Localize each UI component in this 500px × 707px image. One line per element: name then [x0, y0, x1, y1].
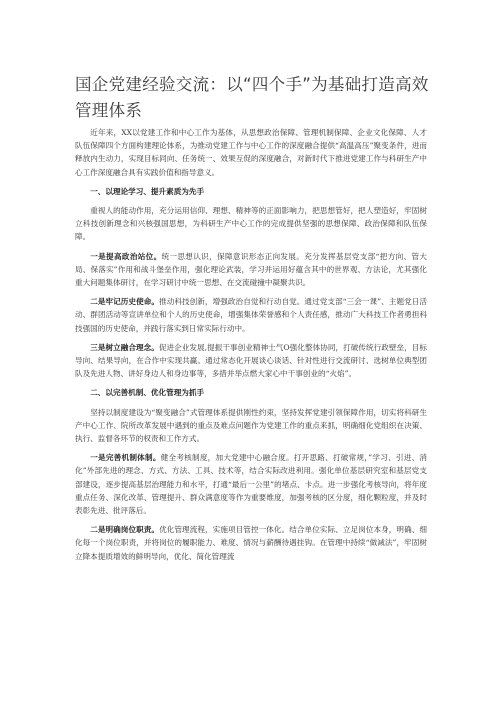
paragraph-lead: 一是完善机制体制。	[90, 453, 161, 463]
section-heading-2: 二、以完善机制、优化管理为抓手	[90, 388, 205, 398]
paragraph-text: 统一思想认识，保障意识形态正向发展。充分发挥基层党支部“把方向、管大局、保落实”作用和战斗堡垒作用，强化理论武装，学习并运用好蕴含其中的世界观、方法论，尤其强化重大问题集体研讨，在学习研讨中统一思想、在交流碰撞中凝聚共识。	[75, 251, 427, 288]
paragraph-text: 健全考核制度，加大党建中心融合度。打开思路、打破常规，”学习、引进、消化”外部先进的理念、方式、方法、工具、技术等，结合实际改进利用。强化单位基层研究室和基层党支部建设，逐步提高基层治理能力和水平，打通“最后一公里”的堵点、卡点。进一步强化考核导向，将年度重点任务、深化改革、管理提升、群众满意度等作为重要维度，加强考核的区分度，细化颗粒度，并及时表彰先进、批评落后。	[75, 453, 428, 516]
paragraph-historical-mission	[75, 295, 427, 335]
section2-intro-paragraph: 坚持以制度建设为“聚变融合”式管理体系提供刚性约束，坚持发挥党建引领保障作用，切实将科研生产中心工作、院所改革发展中遇到的重点及难点问题作为党建工作的重点来抓，明确细化党组织在决策、执行、监督各环节的权责和工作方式。	[75, 407, 427, 444]
paragraph-lead: 三是树立融合理念。	[90, 342, 159, 352]
paragraph-lead: 一是提高政治站位。	[90, 251, 162, 261]
paragraph-text: 优化管理流程，实施项目管控一体化。结合单位实际、立足岗位本身，明确、细化每一个岗位职责，并将岗位的履职能力、难度、情况与薪酬待遇挂钩。在管理中持续“做减法”，牢固树立降本提质增效的鲜明导向，优化、简化管理流	[75, 525, 427, 561]
paragraph-lead: 二是明确岗位职责。	[90, 525, 160, 535]
section-heading-1: 一、以理论学习、提升素质为先手	[90, 186, 205, 196]
section1-intro-paragraph: 重视人的能动作用，充分运用信仰、理想、精神等的正面影响力，把思想管好，把人塑造好，牢固树立科技创新理念和兴核强国思想，为科研生产中心工作的完成提供坚强的思想保障、政治保障和队伍保障。	[75, 206, 427, 242]
paragraph-mechanism	[75, 451, 427, 517]
document-title: 国企党建经验交流：以“四个手”为基础打造高效管理体系	[75, 75, 429, 120]
document-body	[75, 126, 427, 569]
paragraph-text: 促进企业发展,提振干事创业精神士气O强化整体协同，打破传统行政壁垒，目标导向、结果导向，在合作中实现共赢。通过常态化开展谈心谈话、针对性进行交流研讨、选树单位典型团队及先进人物、讲好身边人和身边事等，多措并举点燃大家心中干事创业的“火焰”。	[75, 342, 428, 379]
intro-paragraph: 近年来，XX以党建工作和中心工作为基体，从思想政治保障、管理机制保障、企业文化保障、人才队伍保障四个方面构建理论体系，为推动党建工作与中心工作的深度融合提供“高温高压”聚变条件，进而释放内生动力，实现目标同向、任务统一、效果互促的深度融合，对新时代下推进党建工作与科研生产中心工作深度融合具有实践价值和指导意义。	[75, 128, 427, 177]
paragraph-lead: 二是牢记历史使命。	[90, 297, 160, 307]
paragraph-text: 推动科技创新，增强政治自觉和行动自觉。通过党支部“三会一课”、主题党日活动、群团活动等宣讲单位和个人的历史使命，增强集体荣誉感和个人责任感，推动广大科技工作者勇担科技强国的历史使命，并践行落实到日常实际行动中。	[75, 297, 427, 333]
paragraph-job-duties	[75, 523, 427, 563]
paragraph-integration-concept	[75, 341, 427, 381]
paragraph-political-stance	[75, 250, 427, 290]
